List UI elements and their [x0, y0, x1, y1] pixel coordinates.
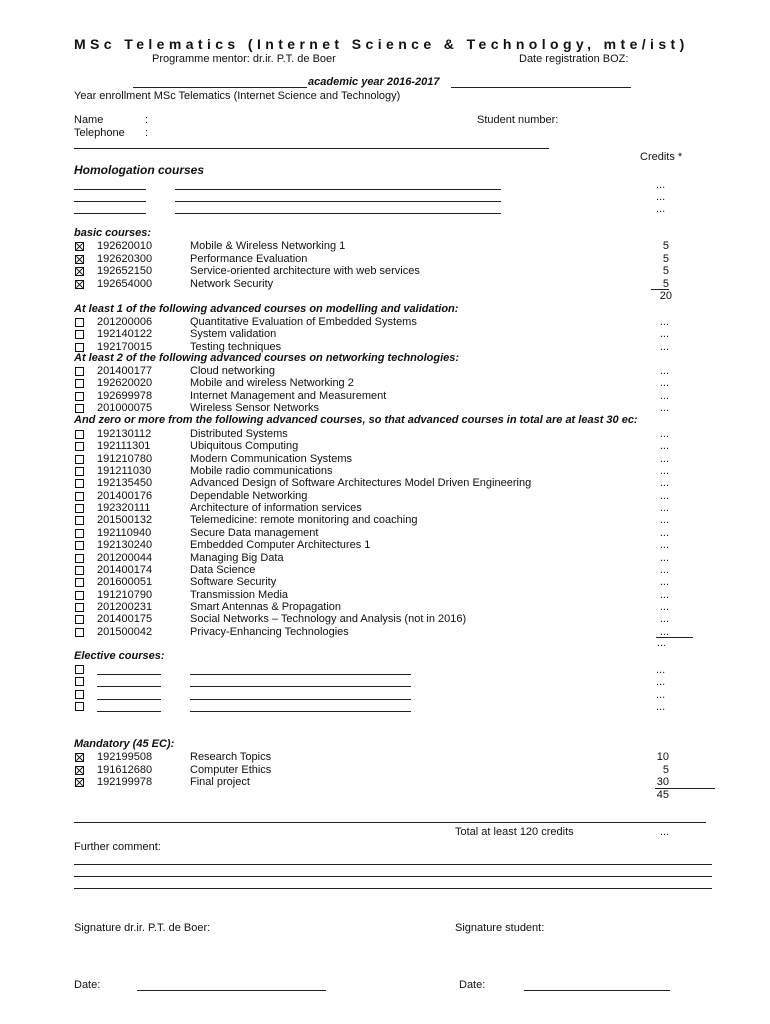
elective-checkbox[interactable] [75, 690, 84, 699]
total-credits-value: ... [660, 826, 670, 838]
course-code: 201500132 [97, 514, 153, 527]
course-checkbox[interactable] [75, 392, 84, 401]
course-code: 201500042 [97, 625, 153, 638]
elective-code-blank[interactable] [97, 686, 161, 687]
course-code: 201200044 [97, 551, 153, 564]
course-credits: ... [659, 625, 669, 638]
course-name: Smart Antennas & Propagation [190, 600, 342, 613]
course-code: 192140122 [97, 328, 153, 341]
academic-year-line-right [451, 87, 631, 88]
course-credits: ... [659, 526, 669, 539]
course-code: 192130112 [97, 428, 152, 440]
mandatory-title: Mandatory (45 EC): [74, 738, 175, 750]
course-code: 192620020 [97, 377, 153, 390]
course-code: 192654000 [97, 277, 153, 290]
signature-mentor-label: Signature dr.ir. P.T. de Boer: [74, 922, 211, 934]
comment-line-1[interactable] [74, 864, 712, 865]
course-name: Performance Evaluation [190, 252, 308, 265]
course-checkbox[interactable] [75, 628, 84, 637]
elective-credits: ... [656, 676, 666, 689]
course-name: Computer Ethics [190, 763, 272, 776]
advanced-subtotal: ... [657, 637, 667, 649]
course-credits: ... [659, 316, 669, 328]
course-name: Distributed Systems [190, 428, 288, 440]
course-checkbox[interactable] [75, 455, 84, 464]
comment-line-3[interactable] [74, 888, 712, 889]
course-name: System validation [190, 328, 277, 341]
course-credits: 5 [662, 277, 669, 290]
elective-name-blank[interactable] [190, 699, 411, 700]
course-checkbox[interactable] [75, 566, 84, 575]
mandatory-total: 45 [656, 789, 669, 801]
elective-credits: ... [656, 688, 666, 701]
course-credits: ... [659, 551, 669, 564]
date-label-mentor: Date: [74, 979, 101, 991]
date-line-student[interactable] [524, 990, 670, 991]
course-code: 192110940 [97, 526, 152, 539]
course-code: 201000075 [97, 401, 153, 414]
course-checkbox[interactable] [75, 516, 84, 525]
comment-line-2[interactable] [74, 876, 712, 877]
course-checkbox[interactable] [75, 554, 84, 563]
course-code: 192620010 [97, 240, 153, 252]
course-code: 192130240 [97, 539, 153, 552]
course-checkbox[interactable] [75, 442, 84, 451]
name-colon: : [145, 114, 149, 126]
course-code: 201200006 [97, 316, 153, 328]
course-credits: ... [659, 401, 669, 414]
course-code: 201600051 [97, 576, 153, 589]
course-code: 201400174 [97, 563, 153, 576]
homologation-name-blank[interactable] [175, 189, 501, 190]
course-name: Managing Big Data [190, 551, 284, 564]
course-name: Ubiquitous Computing [190, 440, 299, 453]
course-name: Embedded Computer Architectures 1 [190, 539, 371, 552]
course-credits: ... [659, 600, 669, 613]
course-code: 201200231 [97, 600, 153, 613]
homologation-credits: ... [656, 203, 666, 215]
course-checkbox[interactable] [75, 766, 84, 775]
course-checkbox[interactable] [75, 529, 84, 538]
basic-total: 20 [659, 290, 672, 302]
course-code: 201400175 [97, 613, 153, 626]
elective-checkbox[interactable] [75, 677, 84, 686]
networking-title: At least 2 of the following advanced courses on networking technologies: [74, 352, 460, 364]
course-credits: ... [659, 576, 669, 589]
course-credits: ... [659, 465, 669, 478]
name-label: Name [74, 114, 104, 126]
elective-checkbox[interactable] [75, 702, 84, 711]
elective-name-blank[interactable] [190, 711, 411, 712]
elective-credits: ... [656, 700, 666, 713]
course-checkbox[interactable] [75, 467, 84, 476]
course-code: 192111301 [97, 440, 151, 453]
course-name: Cloud networking [190, 365, 275, 377]
elective-code-blank[interactable] [97, 699, 161, 700]
course-credits: 30 [656, 776, 669, 788]
course-name: Data Science [190, 563, 256, 576]
course-name: Quantitative Evaluation of Embedded Systems [190, 316, 417, 328]
course-credits: ... [659, 440, 669, 453]
course-checkbox[interactable] [75, 255, 84, 264]
course-name: Mobile & Wireless Networking 1 [190, 240, 346, 252]
course-checkbox[interactable] [75, 367, 84, 376]
course-checkbox[interactable] [75, 492, 84, 501]
course-checkbox[interactable] [75, 318, 84, 327]
course-code: 192170015 [97, 340, 153, 353]
course-credits: 5 [662, 265, 669, 277]
homologation-name-blank[interactable] [175, 201, 501, 202]
course-code: 192652150 [97, 265, 153, 277]
course-name: Telemedicine: remote monitoring and coaching [190, 514, 418, 527]
footer-separator-line [74, 822, 706, 823]
course-credits: ... [659, 389, 669, 402]
elective-code-blank[interactable] [97, 674, 161, 675]
course-checkbox[interactable] [75, 242, 84, 251]
page-title: MSc Telematics (Internet Science & Technology, mte/ist) [74, 36, 689, 52]
course-credits: ... [659, 340, 669, 353]
course-checkbox[interactable] [75, 615, 84, 624]
telephone-label: Telephone [74, 127, 125, 139]
advanced-title: And zero or more from the following advanced courses, so that advanced courses in total are at least 30 ec: [74, 414, 638, 426]
course-checkbox[interactable] [75, 504, 84, 513]
course-name: Privacy-Enhancing Technologies [190, 625, 349, 638]
course-credits: 10 [656, 751, 669, 763]
course-name: Final project [190, 776, 250, 788]
course-checkbox[interactable] [75, 479, 84, 488]
course-name: Network Security [190, 277, 274, 290]
course-code: 192320111 [97, 502, 151, 515]
course-credits: ... [659, 539, 669, 552]
course-checkbox[interactable] [75, 267, 84, 276]
course-name: Wireless Sensor Networks [190, 401, 319, 414]
course-name: Dependable Networking [190, 489, 308, 502]
course-credits: ... [659, 377, 669, 390]
elective-credits: ... [656, 664, 666, 676]
course-checkbox[interactable] [75, 430, 84, 439]
course-checkbox[interactable] [75, 280, 84, 289]
elective-checkbox[interactable] [75, 665, 84, 674]
course-checkbox[interactable] [75, 404, 84, 413]
modelling-title: At least 1 of the following advanced courses on modelling and validation: [74, 303, 459, 315]
enrollment-text: Year enrollment MSc Telematics (Internet Science and Technology) [74, 90, 401, 102]
course-credits: ... [659, 477, 669, 490]
course-name: Mobile and wireless Networking 2 [190, 377, 354, 390]
course-code: 201400176 [97, 489, 153, 502]
date-label-student: Date: [459, 979, 486, 991]
telephone-colon: : [145, 127, 149, 139]
homologation-credits: ... [656, 179, 666, 191]
homologation-name-blank[interactable] [175, 213, 501, 214]
course-checkbox[interactable] [75, 591, 84, 600]
further-comment-label: Further comment: [74, 841, 161, 853]
course-checkbox[interactable] [75, 753, 84, 762]
elective-code-blank[interactable] [97, 711, 161, 712]
date-line-mentor[interactable] [137, 990, 326, 991]
course-checkbox[interactable] [75, 343, 84, 352]
basic-courses-title: basic courses: [74, 227, 152, 239]
course-credits: ... [659, 428, 669, 440]
course-code: 191210780 [97, 452, 153, 465]
academic-year-line-left [133, 87, 307, 88]
course-name: Social Networks – Technology and Analysis (not in 2016) [190, 613, 467, 626]
course-name: Software Security [190, 576, 277, 589]
course-name: Modern Communication Systems [190, 452, 353, 465]
date-registration-label: Date registration BOZ: [519, 53, 629, 65]
course-credits: ... [659, 328, 669, 341]
course-credits: ... [659, 365, 669, 377]
course-name: Service-oriented architecture with web services [190, 265, 420, 277]
homologation-credits: ... [656, 191, 666, 203]
signature-student-label: Signature student: [455, 922, 545, 934]
course-name: Secure Data management [190, 526, 319, 539]
programme-mentor: Programme mentor: dr.ir. P.T. de Boer [152, 53, 336, 65]
course-code: 191612680 [97, 763, 153, 776]
course-checkbox[interactable] [75, 541, 84, 550]
course-checkbox[interactable] [75, 330, 84, 339]
course-credits: ... [659, 613, 669, 626]
course-name: Transmission Media [190, 588, 289, 601]
course-checkbox[interactable] [75, 578, 84, 587]
student-number-label: Student number: [477, 114, 559, 126]
course-code: 192620300 [97, 252, 153, 265]
course-checkbox[interactable] [75, 603, 84, 612]
elective-title: Elective courses: [74, 650, 165, 662]
course-credits: ... [659, 452, 669, 465]
homologation-title: Homologation courses [74, 163, 205, 177]
course-code: 191210790 [97, 588, 153, 601]
course-name: Mobile radio communications [190, 465, 333, 478]
total-credits-label: Total at least 120 credits [455, 826, 574, 838]
course-name: Research Topics [190, 751, 272, 763]
credits-header: Credits * [640, 151, 683, 163]
course-credits: ... [659, 502, 669, 515]
homologation-code-blank[interactable] [74, 189, 146, 190]
course-checkbox[interactable] [75, 778, 84, 787]
homologation-code-blank[interactable] [74, 201, 146, 202]
course-code: 192199978 [97, 776, 153, 788]
academic-year: academic year 2016-2017 [308, 76, 440, 88]
course-checkbox[interactable] [75, 379, 84, 388]
homologation-code-blank[interactable] [74, 213, 146, 214]
course-name: Testing techniques [190, 340, 282, 353]
course-code: 191211030 [97, 465, 152, 478]
course-credits: 5 [662, 763, 669, 776]
course-code: 192135450 [97, 477, 153, 490]
elective-name-blank[interactable] [190, 686, 411, 687]
elective-name-blank[interactable] [190, 674, 411, 675]
course-name: Architecture of information services [190, 502, 362, 515]
course-credits: 5 [662, 252, 669, 265]
course-code: 192199508 [97, 751, 153, 763]
course-credits: 5 [662, 240, 669, 252]
course-credits: ... [659, 514, 669, 527]
course-code: 192699978 [97, 389, 153, 402]
course-code: 201400177 [97, 365, 153, 377]
course-credits: ... [659, 563, 669, 576]
course-credits: ... [659, 588, 669, 601]
course-name: Advanced Design of Software Architectures Model Driven Engineering [190, 477, 532, 490]
course-name: Internet Management and Measurement [190, 389, 387, 402]
header-separator-line [74, 148, 549, 149]
course-credits: ... [659, 489, 669, 502]
